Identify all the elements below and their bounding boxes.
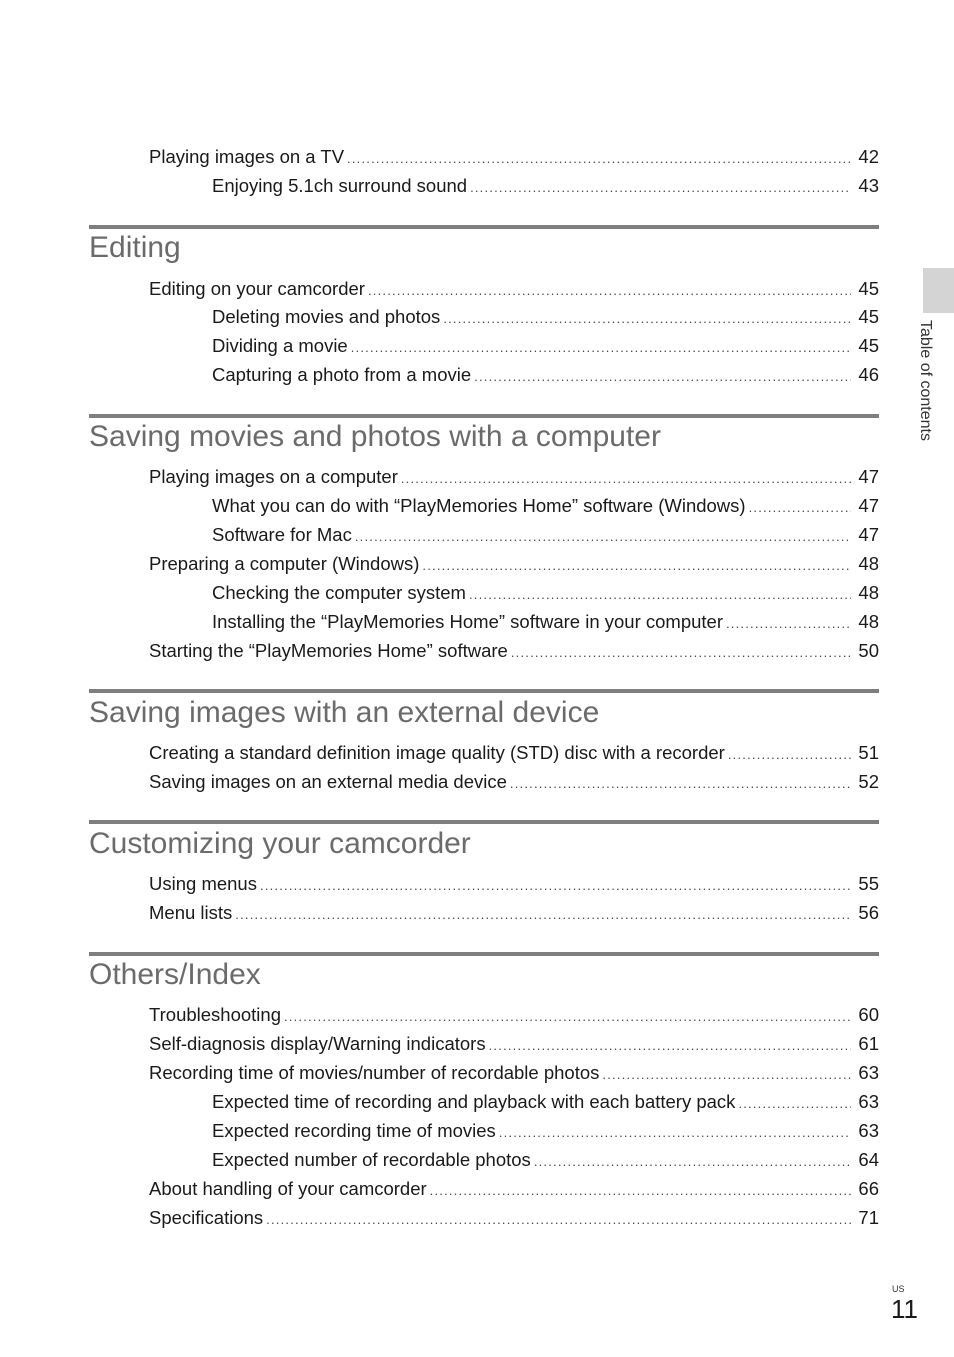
toc-entry-surround-sound[interactable] [212, 172, 879, 200]
toc-entry-starting-playmemories[interactable] [149, 637, 879, 665]
toc-entry-page: 63 [858, 1062, 879, 1083]
toc-entry-installing-playmemories[interactable] [212, 608, 879, 636]
section-divider [89, 820, 879, 824]
dot-leader [749, 494, 851, 522]
toc-entry-label: Capturing a photo from a movie [212, 364, 472, 385]
toc-entry-recording-time[interactable] [149, 1059, 879, 1087]
toc-entry-page: 42 [858, 146, 879, 167]
dot-leader [728, 741, 851, 769]
toc-entry-label: Menu lists [149, 902, 233, 923]
toc-entry-capturing-photo[interactable] [212, 361, 879, 389]
toc-entry-page: 47 [858, 495, 879, 516]
toc-entry-page: 63 [858, 1120, 879, 1141]
dot-leader [260, 872, 851, 900]
toc-entry-label: Deleting movies and photos [212, 306, 441, 327]
toc-entry-label: Playing images on a computer [149, 466, 398, 487]
side-tab-marker[interactable] [923, 268, 954, 313]
dot-leader [602, 1061, 851, 1089]
toc-entry-page: 47 [858, 524, 879, 545]
toc-entry-battery-pack[interactable] [212, 1088, 879, 1116]
toc-entry-label: Dividing a movie [212, 335, 348, 356]
toc-entry-playmemories-windows[interactable] [212, 492, 879, 520]
section-title-customizing[interactable]: Customizing your camcorder [89, 827, 471, 860]
toc-entry-page: 45 [858, 278, 879, 299]
section-title-saving-with-computer[interactable]: Saving movies and photos with a computer [89, 420, 661, 453]
toc-entry-page: 61 [858, 1033, 879, 1054]
toc-entry-label: Creating a standard definition image quality (STD) disc with a recorder [149, 742, 725, 763]
toc-entry-page: 64 [858, 1149, 879, 1170]
toc-entry-preparing-computer[interactable] [149, 550, 879, 578]
toc-entry-label: Expected recording time of movies [212, 1120, 496, 1141]
dot-leader [474, 363, 851, 391]
region-code: US [892, 1284, 905, 1294]
toc-entry-page: 66 [858, 1178, 879, 1199]
toc-entry-page: 71 [858, 1207, 879, 1228]
dot-leader [726, 610, 851, 638]
dot-leader [511, 639, 851, 667]
section-divider [89, 414, 879, 418]
dot-leader [368, 277, 851, 305]
toc-entry-page: 56 [858, 902, 879, 923]
toc-entry-playing-images-on-tv[interactable] [149, 143, 879, 171]
toc-entry-label: About handling of your camcorder [149, 1178, 427, 1199]
dot-leader [351, 334, 851, 362]
toc-entry-label: What you can do with “PlayMemories Home” software (Windows) [212, 495, 746, 516]
toc-entry-deleting-movies[interactable] [212, 303, 879, 331]
toc-entry-page: 55 [858, 873, 879, 894]
toc-entry-page: 48 [858, 582, 879, 603]
side-tab-label: Table of contents [917, 320, 934, 441]
toc-entry-page: 63 [858, 1091, 879, 1112]
toc-entry-std-disc[interactable] [149, 739, 879, 767]
toc-entry-label: Expected number of recordable photos [212, 1149, 531, 1170]
toc-entry-page: 47 [858, 466, 879, 487]
toc-entry-label: Checking the computer system [212, 582, 466, 603]
toc-entry-menu-lists[interactable] [149, 899, 879, 927]
toc-entry-editing-on-camcorder[interactable] [149, 275, 879, 303]
toc-entry-checking-system[interactable] [212, 579, 879, 607]
dot-leader [235, 901, 851, 929]
toc-entry-label: Expected time of recording and playback with each battery pack [212, 1091, 736, 1112]
page-number: 11 [891, 1294, 918, 1324]
toc-entry-label: Self-diagnosis display/Warning indicators [149, 1033, 486, 1054]
toc-entry-page: 50 [858, 640, 879, 661]
dot-leader [355, 523, 851, 551]
dot-leader [422, 552, 851, 580]
section-title-editing[interactable]: Editing [89, 231, 181, 264]
toc-entry-label: Starting the “PlayMemories Home” software [149, 640, 508, 661]
dot-leader [738, 1090, 851, 1118]
toc-entry-page: 43 [858, 175, 879, 196]
toc-entry-page: 60 [858, 1004, 879, 1025]
toc-entry-label: Specifications [149, 1207, 264, 1228]
section-divider [89, 689, 879, 693]
dot-leader [266, 1206, 851, 1234]
toc-entry-page: 46 [858, 364, 879, 385]
dot-leader [430, 1177, 851, 1205]
toc-entry-page: 48 [858, 553, 879, 574]
dot-leader [469, 581, 851, 609]
toc-entry-troubleshooting[interactable] [149, 1001, 879, 1029]
dot-leader [401, 465, 851, 493]
toc-entry-label: Saving images on an external media device [149, 771, 507, 792]
toc-entry-using-menus[interactable] [149, 870, 879, 898]
toc-entry-page: 52 [858, 771, 879, 792]
toc-entry-page: 51 [858, 742, 879, 763]
toc-entry-handling[interactable] [149, 1175, 879, 1203]
toc-entry-playing-on-computer[interactable] [149, 463, 879, 491]
section-divider [89, 225, 879, 229]
toc-entry-label: Recording time of movies/number of recordable photos [149, 1062, 600, 1083]
dot-leader [470, 174, 851, 202]
toc-entry-label: Playing images on a TV [149, 146, 345, 167]
toc-entry-label: Editing on your camcorder [149, 278, 365, 299]
toc-entry-page: 45 [858, 335, 879, 356]
toc-entry-recording-time-movies[interactable] [212, 1117, 879, 1145]
toc-entry-self-diagnosis[interactable] [149, 1030, 879, 1058]
section-title-others-index[interactable]: Others/Index [89, 958, 261, 991]
toc-entry-label: Enjoying 5.1ch surround sound [212, 175, 468, 196]
toc-entry-specifications[interactable] [149, 1204, 879, 1232]
toc-entry-dividing-movie[interactable] [212, 332, 879, 360]
section-divider [89, 952, 879, 956]
dot-leader [534, 1148, 851, 1176]
toc-entry-page: 45 [858, 306, 879, 327]
toc-entry-external-media[interactable] [149, 768, 879, 796]
toc-entry-label: Installing the “PlayMemories Home” software in your computer [212, 611, 723, 632]
dot-leader [443, 305, 851, 333]
toc-entry-label: Using menus [149, 873, 257, 894]
toc-entry-software-for-mac[interactable] [212, 521, 879, 549]
dot-leader [499, 1119, 851, 1147]
dot-leader [510, 770, 851, 798]
toc-entry-page: 48 [858, 611, 879, 632]
toc-entry-label: Troubleshooting [149, 1004, 281, 1025]
dot-leader [489, 1032, 851, 1060]
dot-leader [284, 1003, 851, 1031]
toc-entry-label: Software for Mac [212, 524, 352, 545]
toc-entry-recordable-photos[interactable] [212, 1146, 879, 1174]
toc-entry-label: Preparing a computer (Windows) [149, 553, 420, 574]
section-title-external-device[interactable]: Saving images with an external device [89, 696, 600, 729]
dot-leader [347, 145, 851, 173]
